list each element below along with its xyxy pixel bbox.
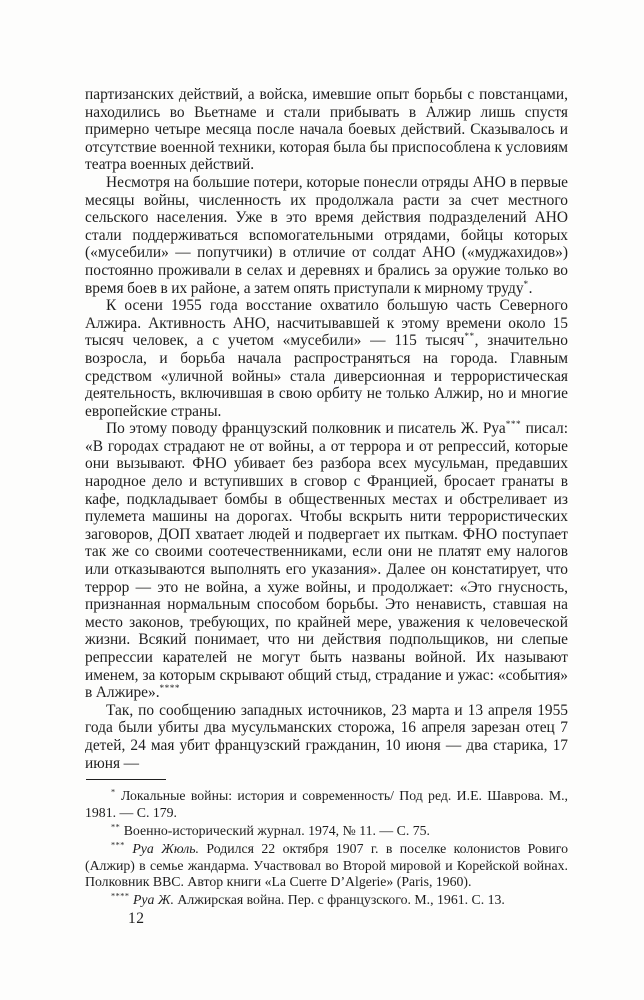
footnote <box>85 841 568 891</box>
text-run: Руа Ж. <box>132 892 174 908</box>
text-run: . <box>528 279 533 297</box>
body-paragraph <box>85 702 568 772</box>
footnote-marker: * <box>523 278 529 289</box>
body-text <box>85 86 568 910</box>
footnote <box>85 823 568 840</box>
text-run: К осени 1955 года восстание охватило большую часть Северного Алжира. Активность АНО, насчитывавшей к этому времени около 15 тысяч человек, а с учетом «мусебили» — 115 тысяч <box>85 297 568 350</box>
text-run: , значительно возросла, и борьба начала распространяться на города. Главным средством «уличной войны» стала диверсионная и террористическая деятельность, включившая в свою орбиту не только Алжир, но и многие европейские страны. <box>85 332 568 420</box>
text-run: Родился 22 октября 1907 г. в поселке колонистов Ровиго (Алжир) в семье жандарма. Участвовал во Второй мировой и Корейской войнах. Полковник ВВС. Автор книги «La Cuerre D’Algerie» (Paris, 1960). <box>85 840 569 890</box>
body-paragraph <box>85 420 568 702</box>
footnote <box>85 788 568 821</box>
footnote <box>85 892 568 909</box>
text-run: писал: «В городах страдают не от войны, а от террора и от репрессий, которые они вызывают. ФНО убивает без разбора всех мусульман, предавших народное дело и вступивших в сговор с Францией, бросает гранаты в кафе, подкладывает бомбы в общественных местах и обстреливает из пулемета машины на дорогах. Чтобы вскрыть нити террористических заговоров, ДОП хватает людей и подвергает их пыткам. ФНО поступает так же со своими соотечественниками, если они не платят ему налогов или отказываются выполнять его указания». Далее он констатирует, что террор — это не война, а хуже войны, и продолжает: «Это гнусность, признанная нормальным способом борьбы. Это ненависть, ставшая на место законов, требующих, по крайней мере, уважения к человеческой жизни. Всякий понимает, что ни действия подпольщиков, ни слепые репрессии карателей не могут быть названы войной. Их называют именем, за которым скрывают общий стыд, страдание и ужас: «события» в Алжире». <box>85 420 568 702</box>
footnote-marker: ** <box>464 331 475 342</box>
footnote-divider <box>86 779 166 780</box>
text-run: Так, по сообщению западных источников, 23 марта и 13 апреля 1955 года были убиты два мусульманских сторожа, 16 апреля зарезан отец 7 детей, 24 мая убит французский гражданин, 10 июня — два старика, 17 июня — <box>85 701 568 772</box>
footnote-marker: ** <box>111 822 121 832</box>
footnotes <box>85 788 568 909</box>
footnote-marker: *** <box>111 840 125 850</box>
footnote-marker: **** <box>111 891 130 901</box>
body-paragraph <box>85 86 568 174</box>
footnote-marker: **** <box>159 683 181 694</box>
body-paragraph <box>85 174 568 297</box>
footnote-marker: * <box>111 787 116 797</box>
page-number: 12 <box>128 910 145 927</box>
text-run: Алжирская война. Пер. с французского. М., 1961. С. 13. <box>173 892 505 908</box>
text-run: Несмотря на большие потери, которые понесли отряды АНО в первые месяцы войны, численность их продолжала расти за счет местного сельского населения. Уже в это время действия подразделений АНО стали поддерживаться вспомогательными отрядами, бойцы которых («мусебили» — попутчики) в отличие от солдат АНО («муджахидов») постоянно проживали в селах и деревнях и брались за оружие только во время боев в их районе, а затем опять приступали к мирному труду <box>85 173 568 297</box>
text-run: Руа Жюль. <box>132 840 199 856</box>
text-run: Военно-исторический журнал. 1974, № 11. — С. 75. <box>120 822 430 838</box>
body-paragraph <box>85 297 568 420</box>
text-run: партизанских действий, а войска, имевшие опыт борьбы с повстанцами, находились во Вьетнаме и стали прибывать в Алжир лишь спустя примерно четыре месяца после начала боевых действий. Сказывалось и отсутствие военной техники, которая была бы приспособлена к условиям театра военных действий. <box>85 86 568 174</box>
text-run: Локальные войны: история и современность/ Под ред. И.Е. Шаврова. М., 1981. — С. 179. <box>85 788 568 820</box>
footnote-marker: *** <box>505 419 522 430</box>
body-paragraphs <box>85 86 568 772</box>
text-run: По этому поводу французский полковник и писатель Ж. Руа <box>106 420 506 438</box>
